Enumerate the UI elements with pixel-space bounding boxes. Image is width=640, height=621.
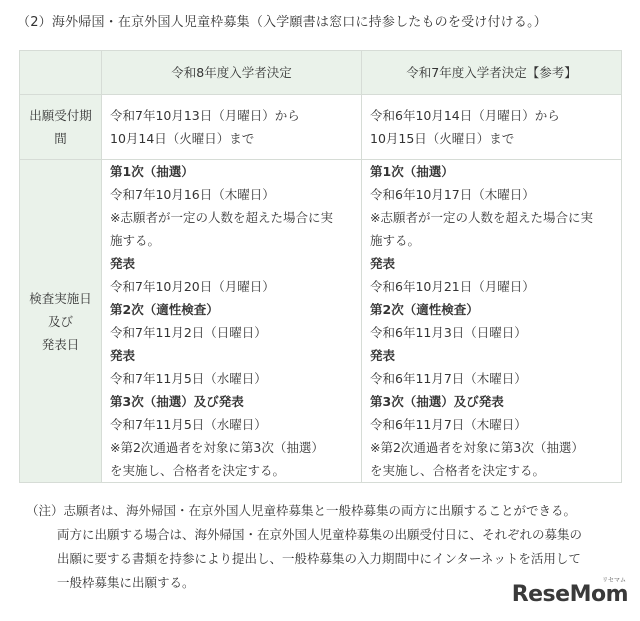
- cell-line: ※第2次通過者を対象に第3次（抽選）: [110, 440, 324, 455]
- cell-exam-r8: [102, 160, 362, 483]
- cell-subheading: 第2次（適性検査）: [110, 302, 219, 317]
- note-line: 一般枠募集に出願する。: [57, 575, 195, 590]
- cell-line: を実施し、合格者を決定する。: [110, 463, 286, 478]
- table-header-row: [20, 51, 622, 95]
- cell-line: 10月14日（火曜日）まで: [110, 131, 255, 146]
- cell-subheading: 第1次（抽選）: [110, 164, 194, 179]
- row-header-line: 発表日: [41, 336, 80, 352]
- note-block: [26, 499, 582, 595]
- cell-subheading: 発表: [110, 348, 136, 363]
- row-header-line: 出願受付期: [29, 108, 92, 123]
- cell-line: ※志願者が一定の人数を超えた場合に実: [370, 210, 593, 225]
- cell-line: 施する。: [370, 233, 421, 248]
- row-header-exam-dates: [20, 160, 102, 483]
- cell-line: 10月15日（火曜日）まで: [370, 131, 515, 146]
- row-header-line: 及び: [47, 313, 73, 329]
- section-heading: （2）海外帰国・在京外国人児童枠募集（入学願書は窓口に持参したものを受け付ける。）: [17, 15, 547, 30]
- cell-line: ※志願者が一定の人数を超えた場合に実: [110, 210, 333, 225]
- cell-line: 令和7年11月5日（水曜日）: [110, 371, 267, 386]
- logo-ruby: リセマム: [602, 577, 626, 584]
- table-row-application-period: [20, 95, 622, 160]
- cell-line: 令和6年11月3日（日曜日）: [370, 325, 527, 340]
- cell-line: 令和7年10月20日（月曜日）: [110, 279, 275, 294]
- cell-subheading: 第2次（適性検査）: [370, 302, 479, 317]
- note-line: （注）志願者は、海外帰国・在京外国人児童枠募集と一般枠募集の両方に出願することができる。: [26, 503, 577, 518]
- cell-subheading: 第3次（抽選）及び発表: [370, 394, 504, 409]
- cell-period-r7: [362, 95, 622, 160]
- cell-line: を実施し、合格者を決定する。: [370, 463, 546, 478]
- table-row-exam-dates: [20, 160, 622, 483]
- note-line: 出願に要する書類を持参により提出し、一般枠募集の入力期間中にインターネットを活用して: [57, 551, 581, 566]
- cell-subheading: 発表: [370, 256, 396, 271]
- cell-exam-r7: [362, 160, 622, 483]
- cell-subheading: 発表: [110, 256, 136, 271]
- cell-line: 令和7年11月5日（水曜日）: [110, 417, 267, 432]
- header-r8: 令和8年度入学者決定: [102, 51, 362, 95]
- header-r7-reference: 令和7年度入学者決定【参考】: [362, 51, 622, 95]
- cell-subheading: 第3次（抽選）及び発表: [110, 394, 244, 409]
- row-header-line: 検査実施日: [29, 290, 92, 306]
- row-header-application-period: [20, 95, 102, 160]
- schedule-table: [19, 50, 622, 483]
- cell-subheading: 発表: [370, 348, 396, 363]
- cell-line: 施する。: [110, 233, 161, 248]
- resemom-logo: [511, 577, 628, 607]
- cell-line: 令和7年10月16日（木曜日）: [110, 187, 275, 202]
- cell-line: 令和6年10月17日（木曜日）: [370, 187, 535, 202]
- cell-line: 令和7年10月13日（月曜日）から: [110, 108, 300, 123]
- cell-line: 令和7年11月2日（日曜日）: [110, 325, 267, 340]
- cell-line: 令和6年11月7日（木曜日）: [370, 371, 527, 386]
- cell-subheading: 第1次（抽選）: [370, 164, 454, 179]
- cell-line: 令和6年11月7日（木曜日）: [370, 417, 527, 432]
- row-header-line: 間: [54, 131, 67, 146]
- cell-line: ※第2次通過者を対象に第3次（抽選）: [370, 440, 584, 455]
- logo-text: ReseMom: [511, 582, 628, 607]
- cell-line: 令和6年10月21日（月曜日）: [370, 279, 535, 294]
- header-corner-cell: [20, 51, 102, 95]
- note-line: 両方に出願する場合は、海外帰国・在京外国人児童枠募集の出願受付日に、それぞれの募集の: [57, 527, 583, 542]
- cell-period-r8: [102, 95, 362, 160]
- cell-line: 令和6年10月14日（月曜日）から: [370, 108, 560, 123]
